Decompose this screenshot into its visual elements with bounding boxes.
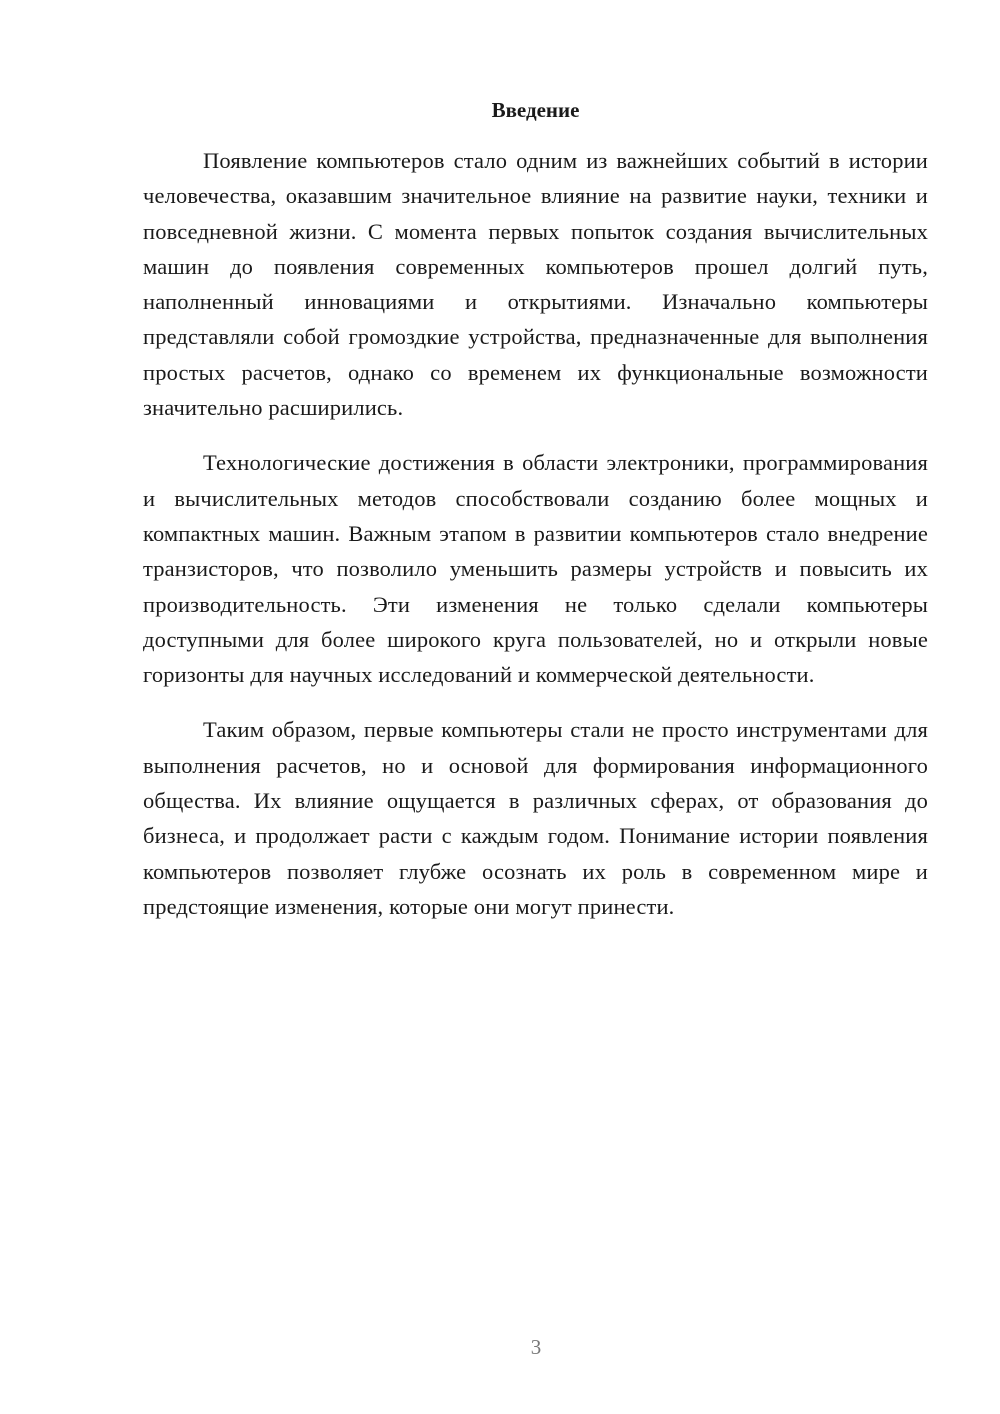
page-content — [143, 95, 928, 944]
section-heading: Введение — [491, 98, 580, 122]
paragraph-3: Таким образом, первые компьютеры стали не просто инструментами для выполнения расчетов, но и основой для формирования информационного общества. Их влияние ощущается в различных сферах, от образования до бизнеса, и продолжает расти с каждым годом. Понимание истории появления компьютеров позволяет глубже осознать их роль в современном мире и предстоящие изменения, которые они могут принести. — [143, 717, 928, 919]
page-number: 3 — [530, 1335, 542, 1359]
paragraph-2: Технологические достижения в области электроники, программирования и вычислительных методов способствовали созданию более мощных и компактных машин. Важным этапом в развитии компьютеров стало внедрение транзисторов, что позволило уменьшить размеры устройств и повысить их производительность. Эти изменения не только сделали компьютеры доступными для более широкого круга пользователей, но и открыли новые горизонты для научных исследований и коммерческой деятельности. — [143, 450, 928, 688]
paragraph-1: Появление компьютеров стало одним из важнейших событий в истории человечества, оказавшим значительное влияние на развитие науки, техники и повседневной жизни. С момента первых попыток создания вычислительных машин до появления современных компьютеров прошел долгий путь, наполненный инновациями и открытиями. Изначально компьютеры представляли собой громоздкие устройства, предназначенные для выполнения простых расчетов, однако со временем их функциональные возможности значительно расширились. — [143, 148, 928, 421]
